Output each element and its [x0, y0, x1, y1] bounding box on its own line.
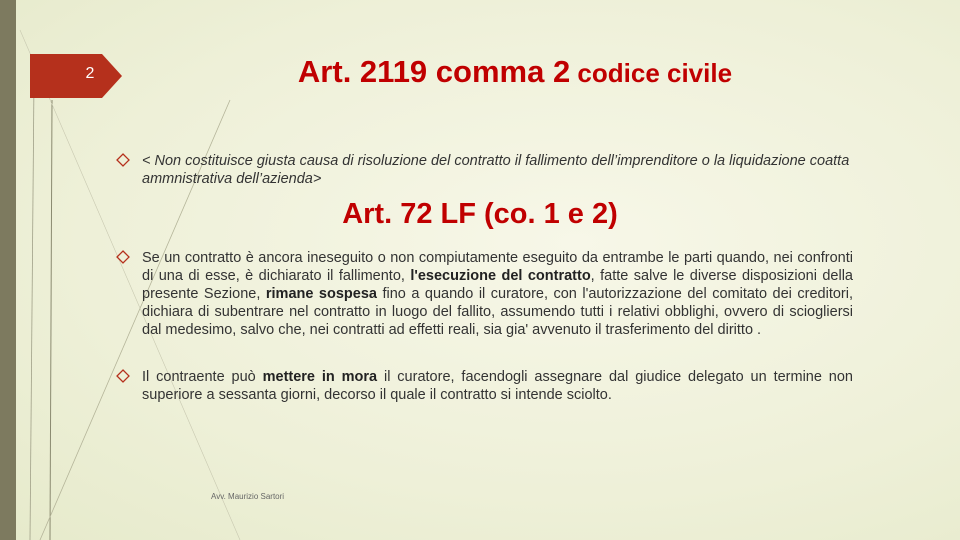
- text-part: Se un contratto è ancora ineseguito o non compiutamente eseguito da entrambe le parti quando, nei confronti di una di esse, è dichiarato il fallimento,: [142, 250, 853, 284]
- bold-text: l'esecuzione del contratto: [410, 268, 591, 284]
- slide-number: 2: [85, 65, 95, 82]
- text-part: Il contraente può: [142, 369, 263, 385]
- bullet-quote-text: < Non costituisce giusta causa di risoluzione del contratto il fallimento dell’imprenditore o la liquidazione coatta ammnistrativa dell’azienda>: [142, 153, 850, 187]
- text-part: fino a quando il curatore, con l'autorizzazione del comitato dei creditori, dichiara di subentrare nel contratto in luogo del fallito, assumendo tutti i relativi obblighi, ovvero di sciogliersi dal medesimo, salvo che, nei contratti ad effetti reali, sia gia' avvenuto il trasferimento del diritto .: [142, 286, 853, 338]
- diamond-bullet-icon: [116, 369, 130, 383]
- slide-title: [150, 54, 880, 90]
- title-main: Art. 2119 comma 2: [297, 54, 571, 89]
- bullet-quote: [116, 152, 853, 188]
- bullet-mora-text: [142, 368, 853, 404]
- bold-text: mettere in mora: [262, 369, 378, 385]
- bullet-mora: [116, 368, 853, 404]
- title-rest: codice civile: [570, 58, 733, 88]
- slide-number-tab: [30, 54, 122, 98]
- bullet-art72: [116, 249, 853, 339]
- diamond-bullet-icon: [116, 153, 130, 167]
- bold-text: rimane sospesa: [265, 286, 377, 302]
- diamond-bullet-icon: [116, 250, 130, 264]
- text-part: il curatore, facendogli assegnare dal giudice delegato un termine non superiore a sessanta giorni, decorso il quale il contratto si intende sciolto.: [142, 369, 853, 403]
- section-subtitle: Art. 72 LF (co. 1 e 2): [342, 198, 618, 230]
- bullet-art72-text: [142, 249, 853, 339]
- footer-author: Avv. Maurizio Sartori: [211, 492, 285, 501]
- text-part: , fatte salve le diverse disposizioni della presente Sezione,: [142, 268, 853, 302]
